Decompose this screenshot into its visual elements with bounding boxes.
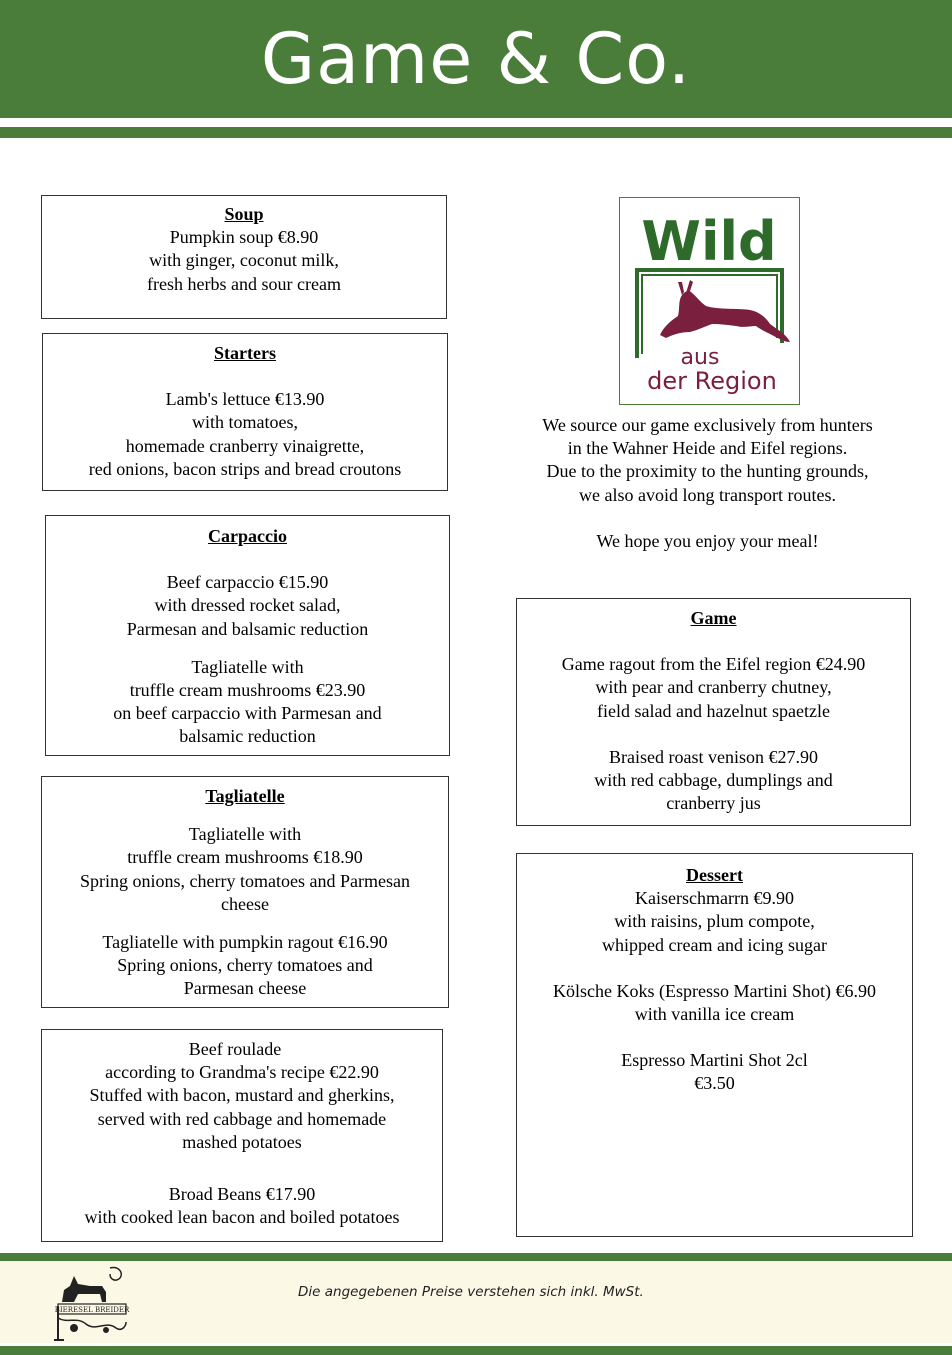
- menu-line: field salad and hazelnut spaetzle: [597, 700, 830, 721]
- intro-line: Due to the proximity to the hunting grounds,: [546, 461, 869, 482]
- menu-section-game: [516, 598, 911, 826]
- menu-line: Beef carpaccio €15.90: [166, 572, 329, 593]
- menu-line: Pumpkin soup €8.90: [169, 227, 319, 248]
- menu-line: with raisins, plum compote,: [614, 911, 815, 932]
- menu-line: Tagliatelle with: [191, 656, 304, 677]
- footer-stripe-top: [0, 1253, 952, 1261]
- menu-line: Spring onions, cherry tomatoes and: [117, 955, 373, 976]
- menu-line: Parmesan and balsamic reduction: [126, 618, 369, 639]
- menu-section-soup: [41, 195, 447, 319]
- menu-line: on beef carpaccio with Parmesan and: [113, 703, 382, 724]
- footer-logo-text: BIERESEL BREIDER: [54, 1306, 130, 1314]
- menu-line: served with red cabbage and homemade: [97, 1108, 387, 1129]
- menu-line: cranberry jus: [666, 793, 761, 814]
- menu-line: truffle cream mushrooms €18.90: [127, 847, 363, 868]
- intro-closing: We hope you enjoy your meal!: [596, 530, 819, 551]
- menu-line: mashed potatoes: [182, 1131, 302, 1152]
- menu-line: €3.50: [694, 1073, 735, 1094]
- price-note: Die angegebenen Preise verstehen sich inkl. MwSt.: [298, 1284, 644, 1300]
- menu-line: Lamb's lettuce €13.90: [165, 389, 325, 410]
- menu-section-tagliatelle: [41, 776, 449, 1008]
- section-title: Carpaccio: [208, 526, 287, 546]
- menu-line: homemade cranberry vinaigrette,: [125, 435, 365, 456]
- menu-line: with vanilla ice cream: [634, 1004, 795, 1025]
- menu-line: with dressed rocket salad,: [154, 595, 341, 616]
- section-title: Starters: [214, 343, 276, 363]
- menu-line: Tagliatelle with pumpkin ragout €16.90: [102, 932, 388, 953]
- deer-icon: [660, 280, 790, 342]
- menu-line: Tagliatelle with: [188, 824, 302, 845]
- menu-line: with cooked lean bacon and boiled potatoes: [84, 1207, 400, 1228]
- menu-line: fresh herbs and sour cream: [147, 273, 341, 294]
- menu-line: with pear and cranberry chutney,: [595, 677, 832, 698]
- bieresel-logo-icon: [52, 1262, 132, 1342]
- menu-line: truffle cream mushrooms €23.90: [129, 680, 366, 701]
- menu-line: according to Grandma's recipe €22.90: [105, 1062, 379, 1083]
- intro-line: We source our game exclusively from hunters: [542, 415, 873, 435]
- menu-line: balsamic reduction: [179, 726, 316, 747]
- intro-line: in the Wahner Heide and Eifel regions.: [567, 438, 848, 459]
- menu-line: whipped cream and icing sugar: [602, 934, 827, 955]
- logo-word: Wild: [641, 210, 777, 273]
- logo-line-aus: aus: [680, 345, 720, 370]
- menu-line: Spring onions, cherry tomatoes and Parmesan: [80, 870, 410, 891]
- menu-line: Game ragout from the Eifel region €24.90: [561, 654, 866, 675]
- menu-section-starters: [42, 333, 448, 491]
- menu-line: Espresso Martini Shot 2cl: [621, 1050, 808, 1071]
- menu-line: with tomatoes,: [192, 412, 298, 433]
- menu-line: Kaiserschmarrn €9.90: [635, 888, 794, 909]
- menu-line: Stuffed with bacon, mustard and gherkins,: [89, 1085, 395, 1106]
- menu-section-roulade: [41, 1029, 443, 1242]
- menu-line: with red cabbage, dumplings and: [594, 770, 833, 791]
- menu-line: Braised roast venison €27.90: [609, 746, 818, 767]
- menu-line: Broad Beans €17.90: [168, 1184, 316, 1205]
- header-banner: [0, 0, 952, 118]
- menu-section-dessert: [516, 853, 913, 1237]
- wild-aus-der-region-logo: [619, 197, 800, 405]
- header-stripe: [0, 127, 952, 138]
- menu-line: Parmesan cheese: [183, 978, 307, 999]
- section-title: Game: [690, 608, 737, 628]
- section-title: Dessert: [686, 865, 743, 885]
- wild-logo-graphic: [620, 198, 799, 404]
- logo-line-region: der Region: [647, 367, 777, 395]
- menu-line: cheese: [221, 893, 269, 914]
- section-title: Soup: [224, 204, 264, 224]
- footer-bar: [0, 1261, 952, 1343]
- menu-line: Kölsche Koks (Espresso Martini Shot) €6.90: [553, 980, 876, 1001]
- menu-line: Beef roulade: [188, 1039, 282, 1059]
- restaurant-title: Game & Co.: [260, 18, 692, 100]
- menu-line: with ginger, coconut milk,: [149, 250, 339, 271]
- footer-stripe-bottom: [0, 1346, 952, 1355]
- section-title: Tagliatelle: [205, 786, 285, 806]
- menu-section-carpaccio: [45, 515, 450, 756]
- intro-text: [505, 414, 910, 553]
- menu-line: red onions, bacon strips and bread croutons: [88, 458, 402, 479]
- intro-line: we also avoid long transport routes.: [579, 484, 836, 505]
